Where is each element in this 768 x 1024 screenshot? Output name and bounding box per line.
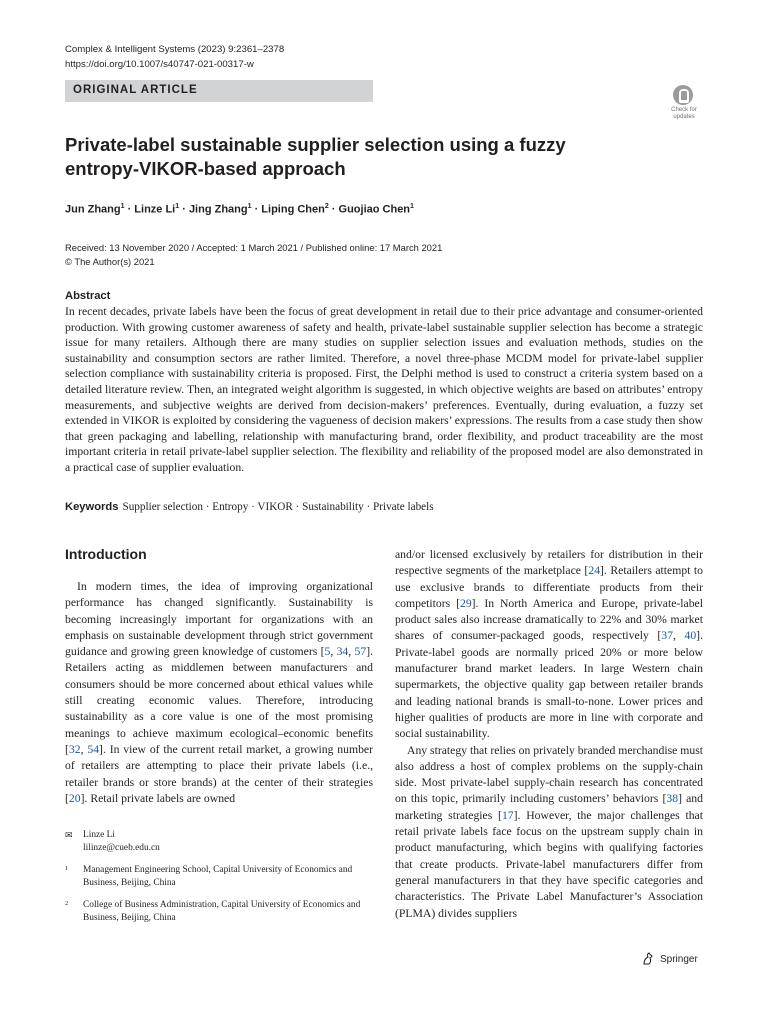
author-affiliation-mark: 1: [247, 203, 252, 210]
left-column: [65, 579, 373, 807]
citation-link[interactable]: 29: [459, 596, 472, 610]
corresponding-author: [65, 829, 373, 855]
citation-link[interactable]: 5: [324, 645, 331, 659]
paragraph-text: ]. However, the major challenges that retail private labels face focus on the upstream supply chain in product manufacturing, which begins with qualifying factories that create products. Private-label manufacturers differ from general manufacturers in that they have specific categories and characteristics. The Private Label Manufacturer’s Association (PLMA) divides suppliers: [395, 808, 703, 920]
keywords-heading: Keywords: [65, 501, 119, 513]
check-for-updates-badge[interactable]: [664, 84, 704, 124]
date-history: Received: 13 November 2020 / Accepted: 1 March 2021 / Published online: 17 March 2021: [65, 242, 443, 253]
author-name[interactable]: Jing Zhang: [188, 203, 248, 216]
citation-link[interactable]: 34: [336, 645, 349, 659]
corresponding-email[interactable]: lilinze@cueb.edu.cn: [83, 843, 160, 853]
corresponding-name: Linze Li: [83, 830, 116, 840]
doi-link[interactable]: https://doi.org/10.1007/s40747-021-00317-w: [65, 59, 254, 70]
affiliation-text: College of Business Administration, Capital University of Economics and Business, Beijing, China: [83, 900, 361, 923]
paragraph-text: ,: [330, 645, 337, 659]
affiliation-1: [65, 864, 373, 890]
paragraph-text: ,: [672, 629, 685, 643]
citation-link[interactable]: 37: [661, 629, 673, 643]
footnotes: [65, 829, 373, 934]
paragraph-text: Any strategy that relies on privately branded merchandise must also address a host of complex problems on the supply-chain side. Most private-label supply-chain research has concentrated on this topic, primarily including customers’ behaviors [: [395, 743, 703, 806]
intro-paragraph-1: [65, 579, 373, 807]
paragraph-text: ,: [348, 645, 355, 659]
citation-link[interactable]: 32: [68, 742, 81, 756]
author-name[interactable]: Liping Chen: [261, 203, 325, 216]
author-name[interactable]: Guojiao Chen: [338, 203, 411, 216]
author-name[interactable]: Linze Li: [134, 203, 176, 216]
check-updates-icon: [673, 85, 693, 105]
citation-link[interactable]: 40: [684, 629, 697, 643]
intro-paragraph-2: [395, 547, 703, 743]
springer-horse-icon: [641, 952, 655, 966]
paragraph-text: ]. Private-label goods are normally priced 20% or more below manufacturer brand market leaders. In large Western chain supermarkets, the objective quality gap between retailer brands and leading national brands is small-to-none. Lower prices and higher qualities of products are more in line with corporate and social sustainability.: [395, 629, 703, 741]
right-column: [395, 547, 703, 922]
affiliation-2: [65, 899, 373, 925]
paragraph-text: In modern times, the idea of improving organizational performance has changed significantly. Sustainability is becoming increasingly important for organizations with an emphasis on sustainable development through strict government guidance and growing green knowledge of customers [: [65, 580, 373, 659]
citation-link[interactable]: 17: [501, 808, 514, 822]
author-affiliation-mark: 2: [324, 203, 329, 210]
article-type-bar: [65, 80, 373, 102]
publisher-name: Springer: [660, 953, 698, 965]
affiliation-text: Management Engineering School, Capital University of Economics and Business, Beijing, China: [83, 865, 353, 888]
paragraph-text: ]. Retail private labels are owned: [80, 791, 236, 805]
paragraph-text: ,: [80, 742, 88, 756]
abstract-body: In recent decades, private labels have been the focus of great development in retail due to their price advantage and consumer-oriented production. With growing customer awareness of safety and health, private-label sustainable supplier selection has become a strategic issue for many retailers. Although there are many studies on supplier selection issues and evaluation methods, studies on the sustainability and consumption sectors are rather limited. Therefore, a novel three-phase MCDM model for private-label supplier selection compliance with sustainability criteria is proposed. First, the Delphi method is used to construct a criteria system based on a detailed literature review. Then, an integrated weight algorithm is suggested, in which objective weights are based on attributes’ entropy measurements, and subjective weights are derived from decision-makers’ preferences. Eventually, during evaluation, a fuzzy set extended in VIKOR is exploited by considering the vagueness of decision makers’ expressions. The results from a case study then show that green packaging and labelling, relationship with manufacturing brand, order flexibility, and product traceability are the most important criteria in retail private-label supplier selection. The flexibility and reliability of the proposed model are also demonstrated in a practical case of supplier evaluation.: [65, 305, 703, 474]
paragraph-text: and/or licensed exclusively by retailers for distribution in their respective segments of the marketplace [: [395, 548, 703, 578]
paragraph-text: ]. Retailers attempt to use exclusive brands to differentiate products from their competitors [: [395, 564, 703, 610]
paragraph-text: ]. Retailers acting as middlemen between manufacturers and consumers should be more concerned about ethical values while still creating economic values. Therefore, introducing sustainability as a core value is one of the most promising meanings to achieve maximum ecological–economic benefits [: [65, 645, 374, 756]
author-affiliation-mark: 1: [120, 203, 125, 210]
author-name[interactable]: Jun Zhang: [65, 203, 121, 216]
affiliation-number: 1: [65, 865, 69, 872]
citation-link[interactable]: 20: [68, 791, 81, 805]
citation-link[interactable]: 54: [87, 742, 100, 756]
citation-link[interactable]: 38: [666, 792, 679, 806]
introduction-heading: Introduction: [65, 546, 147, 562]
author-affiliation-mark: 1: [410, 203, 414, 210]
affiliation-number: 2: [65, 900, 69, 907]
citation-link[interactable]: 57: [354, 645, 367, 659]
paragraph-text: ]. In view of the current retail market, a growing number of retailers are attempting to place their private labels (i.e., retailer brands or store brands) at the center of their strategies [: [65, 742, 373, 805]
envelope-icon: ✉: [65, 830, 73, 840]
article-title: Private-label sustainable supplier selection using a fuzzy entropy-VIKOR-based approach: [65, 134, 566, 179]
keywords-list: Supplier selection · Entropy · VIKOR · Sustainability · Private labels: [122, 501, 434, 513]
publisher-footer: [641, 952, 698, 966]
author-affiliation-mark: 1: [175, 203, 180, 210]
copyright: © The Author(s) 2021: [65, 256, 155, 267]
paragraph-text: ]. In North America and Europe, private-label product sales also increase dramatically to 22% and 30% market shares of consumer-packaged goods, respectively [: [395, 596, 703, 643]
author-list: Jun Zhang$^1$ · Linze $Li^1$ · Jing Zhang$^1$ · Liping Chen$^2$ · Guojiao Chen$^1$: [65, 203, 414, 216]
intro-paragraph-3: [395, 743, 703, 922]
check-updates-text: Check for updates: [671, 107, 697, 120]
journal-reference: [65, 42, 284, 72]
article-type-label: ORIGINAL ARTICLE: [73, 84, 198, 96]
journal-citation: Complex & Intelligent Systems (2023) 9:2361–2378: [65, 44, 285, 55]
abstract-heading: Abstract: [65, 290, 111, 302]
keywords: [65, 501, 434, 513]
citation-link[interactable]: 24: [588, 564, 601, 578]
publication-dates: [65, 241, 442, 269]
paragraph-text: ] and marketing strategies [: [395, 792, 703, 822]
